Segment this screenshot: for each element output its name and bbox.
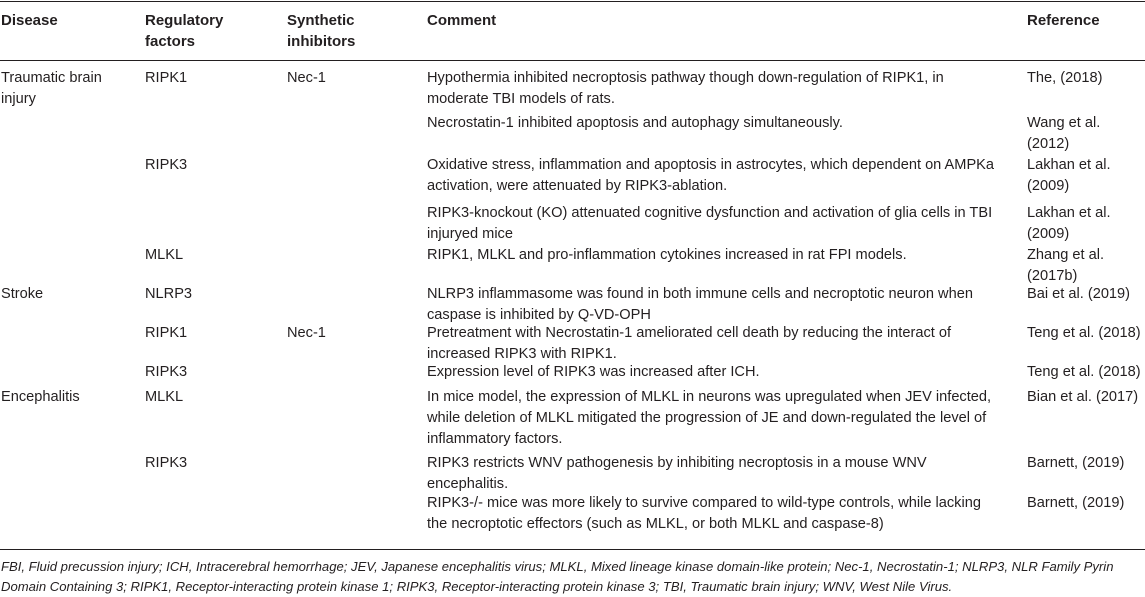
table-bottom-rule xyxy=(0,549,1145,550)
row-reference: Barnett, (2019) xyxy=(1027,455,1125,471)
table-body xyxy=(0,68,1145,537)
row-comment: Hypothermia inhibited necroptosis pathway though down-regulation of RIPK1, in moderate TBI models of rats. xyxy=(427,70,944,107)
table-footnote: FBI, Fluid precussion injury; ICH, Intracerebral hemorrhage; JEV, Japanese encephalitis virus; MLKL, Mixed lineage kinase domain-like protein; Nec-1, Necrostatin-1; NLRP3, NLR Family Pyrin Domain Containing 3; RIPK1, Receptor-interacting protein kinase 1; RIPK3, Receptor-interacting protein kinase 3; TBI, Traumatic brain injury; WNV, West Nile Virus. xyxy=(1,559,1114,594)
row-comment: In mice model, the expression of MLKL in neurons was upregulated when JEV infected, while deletion of MLKL mitigated the progression of JE and down-regulated the level of inflammatory factors. xyxy=(427,389,992,447)
header-disease: Disease xyxy=(1,12,58,29)
row-reference: Zhang et al. (2017b) xyxy=(1027,247,1105,284)
row-synthetic-inhibitor: Nec-1 xyxy=(287,325,326,341)
header-regulatory-factors: Regulatory factors xyxy=(145,12,224,50)
row-reference: Teng et al. (2018) xyxy=(1027,364,1141,380)
row-regulatory-factor: RIPK1 xyxy=(145,70,188,86)
table-top-rule xyxy=(0,1,1145,2)
table-row xyxy=(0,155,1145,203)
row-disease: Traumatic brain injury xyxy=(1,70,102,107)
row-disease: Stroke xyxy=(1,286,44,302)
table-row xyxy=(0,493,1145,537)
row-comment: Expression level of RIPK3 was increased after ICH. xyxy=(427,364,760,380)
row-regulatory-factor: MLKL xyxy=(145,247,184,263)
table-row xyxy=(0,113,1145,155)
table-row xyxy=(0,284,1145,323)
row-comment: RIPK3-knockout (KO) attenuated cognitive dysfunction and activation of glia cells in TBI injuryed mice xyxy=(427,205,993,242)
table-row xyxy=(0,245,1145,284)
row-comment: Pretreatment with Necrostatin-1 ameliorated cell death by reducing the interact of increased RIPK3 with RIPK1. xyxy=(427,325,952,362)
table-row xyxy=(0,362,1145,387)
table-row xyxy=(0,453,1145,493)
header-reference: Reference xyxy=(1027,12,1100,29)
row-reference: Lakhan et al. (2009) xyxy=(1027,205,1111,242)
row-regulatory-factor: MLKL xyxy=(145,389,184,405)
table-row xyxy=(0,387,1145,453)
header-synthetic-inhibitors: Synthetic inhibitors xyxy=(287,12,356,50)
row-reference: Wang et al. (2012) xyxy=(1027,115,1101,152)
row-reference: Teng et al. (2018) xyxy=(1027,325,1141,341)
row-regulatory-factor: RIPK3 xyxy=(145,455,188,471)
row-synthetic-inhibitor: Nec-1 xyxy=(287,70,326,86)
row-disease: Encephalitis xyxy=(1,389,80,405)
table-row xyxy=(0,68,1145,113)
row-reference: Barnett, (2019) xyxy=(1027,495,1125,511)
row-regulatory-factor: RIPK1 xyxy=(145,325,188,341)
row-reference: Bai et al. (2019) xyxy=(1027,286,1131,302)
row-comment: Necrostatin-1 inhibited apoptosis and autophagy simultaneously. xyxy=(427,115,843,131)
row-reference: Bian et al. (2017) xyxy=(1027,389,1139,405)
row-comment: RIPK3 restricts WNV pathogenesis by inhibiting necroptosis in a mouse WNV encephalitis. xyxy=(427,455,927,492)
row-reference: Lakhan et al. (2009) xyxy=(1027,157,1111,194)
table-row xyxy=(0,323,1145,362)
row-regulatory-factor: RIPK3 xyxy=(145,364,188,380)
row-reference: The, (2018) xyxy=(1027,70,1103,86)
table-row xyxy=(0,203,1145,245)
row-regulatory-factor: NLRP3 xyxy=(145,286,193,302)
row-comment: Oxidative stress, inflammation and apoptosis in astrocytes, which dependent on AMPKa activation, were attenuated by RIPK3-ablation. xyxy=(427,157,995,194)
row-regulatory-factor: RIPK3 xyxy=(145,157,188,173)
row-comment: NLRP3 inflammasome was found in both immune cells and necroptotic neuron when caspase is inhibited by Q-VD-OPH xyxy=(427,286,973,323)
header-comment: Comment xyxy=(427,12,497,29)
table-header-rule xyxy=(0,60,1145,61)
row-comment: RIPK1, MLKL and pro-inflammation cytokines increased in rat FPI models. xyxy=(427,247,907,263)
row-comment: RIPK3-/- mice was more likely to survive compared to wild-type controls, while lacking the necroptotic effectors (such as MLKL, or both MLKL and caspase-8) xyxy=(427,495,981,532)
